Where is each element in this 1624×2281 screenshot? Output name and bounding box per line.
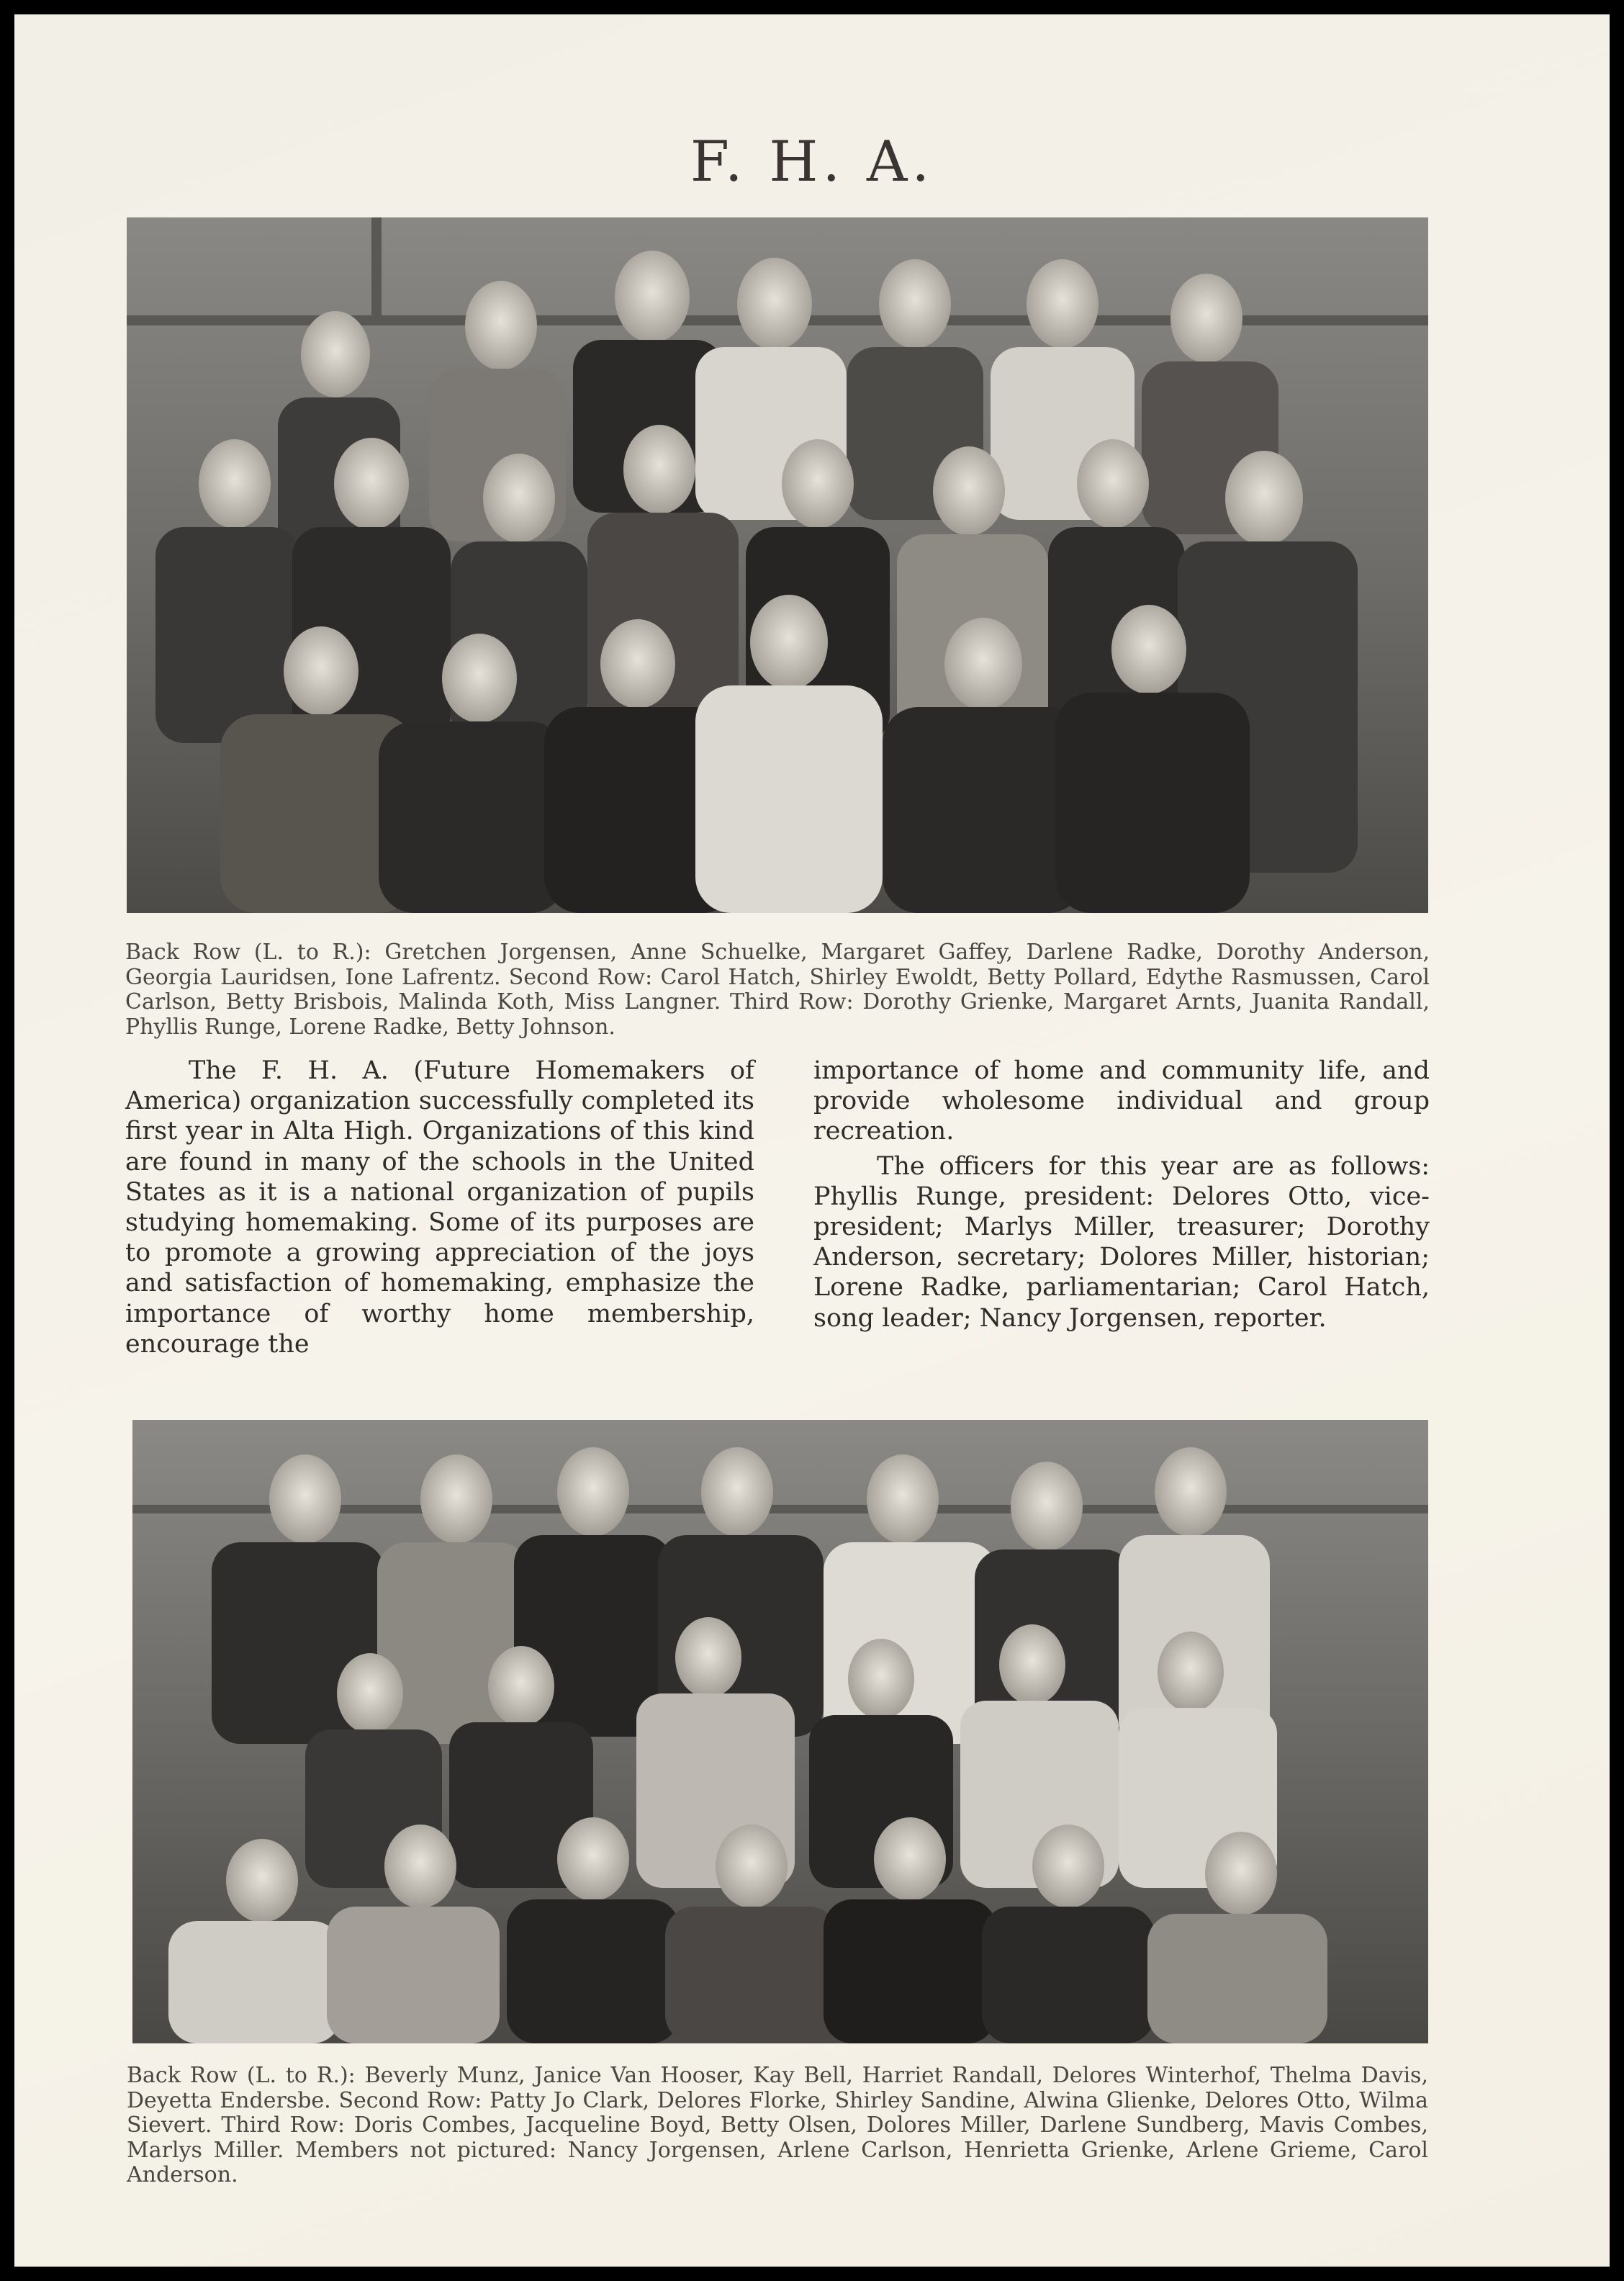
yearbook-page <box>14 14 1610 2267</box>
article-paragraph-1-continued: importance of home and community life, and provide wholesome individual and group recreation. <box>813 1056 1430 1146</box>
article-column-left <box>125 1056 754 1359</box>
group-photo-icon <box>127 217 1428 913</box>
top-photo-caption: Back Row (L. to R.): Gretchen Jorgensen, Anne Schuelke, Margaret Gaffey, Darlene Radke, Dorothy Anderson, Georgia Lauridsen, Ione Lafrentz. Second Row: Carol Hatch, Shirley Ewoldt, Betty Pollard, Edythe Rasmussen, Carol Carlson, Betty Brisbois, Malinda Koth, Miss Langner. Third Row: Dorothy Grienke, Margaret Arnts, Juanita Randall, Phyllis Runge, Lorene Radke, Betty Johnson. <box>125 940 1430 1040</box>
bottom-group-photo <box>132 1420 1428 2043</box>
group-photo-icon <box>132 1420 1428 2043</box>
article-paragraph-1: The F. H. A. (Future Homemakers of America) organization successfully completed its first year in Alta High. Organizations of this kind are found in many of the schools in the United States as it is a national organization of pupils studying homemaking. Some of its purposes are to promote a growing appreciation of the joys and satisfaction of homemaking, emphasize the importance of worthy home membership, encourage the <box>125 1056 754 1359</box>
top-group-photo <box>127 217 1428 913</box>
bottom-photo-caption: Back Row (L. to R.): Beverly Munz, Janice Van Hooser, Kay Bell, Harriet Randall, Delores Winterhof, Thelma Davis, Deyetta Endersbe. Second Row: Patty Jo Clark, Delores Florke, Shirley Sandine, Alwina Glienke, Delores Otto, Wilma Sievert. Third Row: Doris Combes, Jacqueline Boyd, Betty Olsen, Dolores Miller, Darlene Sundberg, Mavis Combes, Marlys Miller. Members not pictured: Nancy Jorgensen, Arlene Carlson, Henrietta Grienke, Arlene Grieme, Carol Anderson. <box>127 2063 1428 2187</box>
article-column-right <box>813 1056 1430 1333</box>
article-paragraph-2: The officers for this year are as follows: Phyllis Runge, president: Delores Otto, vice-president; Marlys Miller, treasurer; Dorothy Anderson, secretary; Dolores Miller, historian; Lorene Radke, parliamentarian; Carol Hatch, song leader; Nancy Jorgensen, reporter. <box>813 1151 1430 1333</box>
page-title: F. H. A. <box>690 130 934 194</box>
